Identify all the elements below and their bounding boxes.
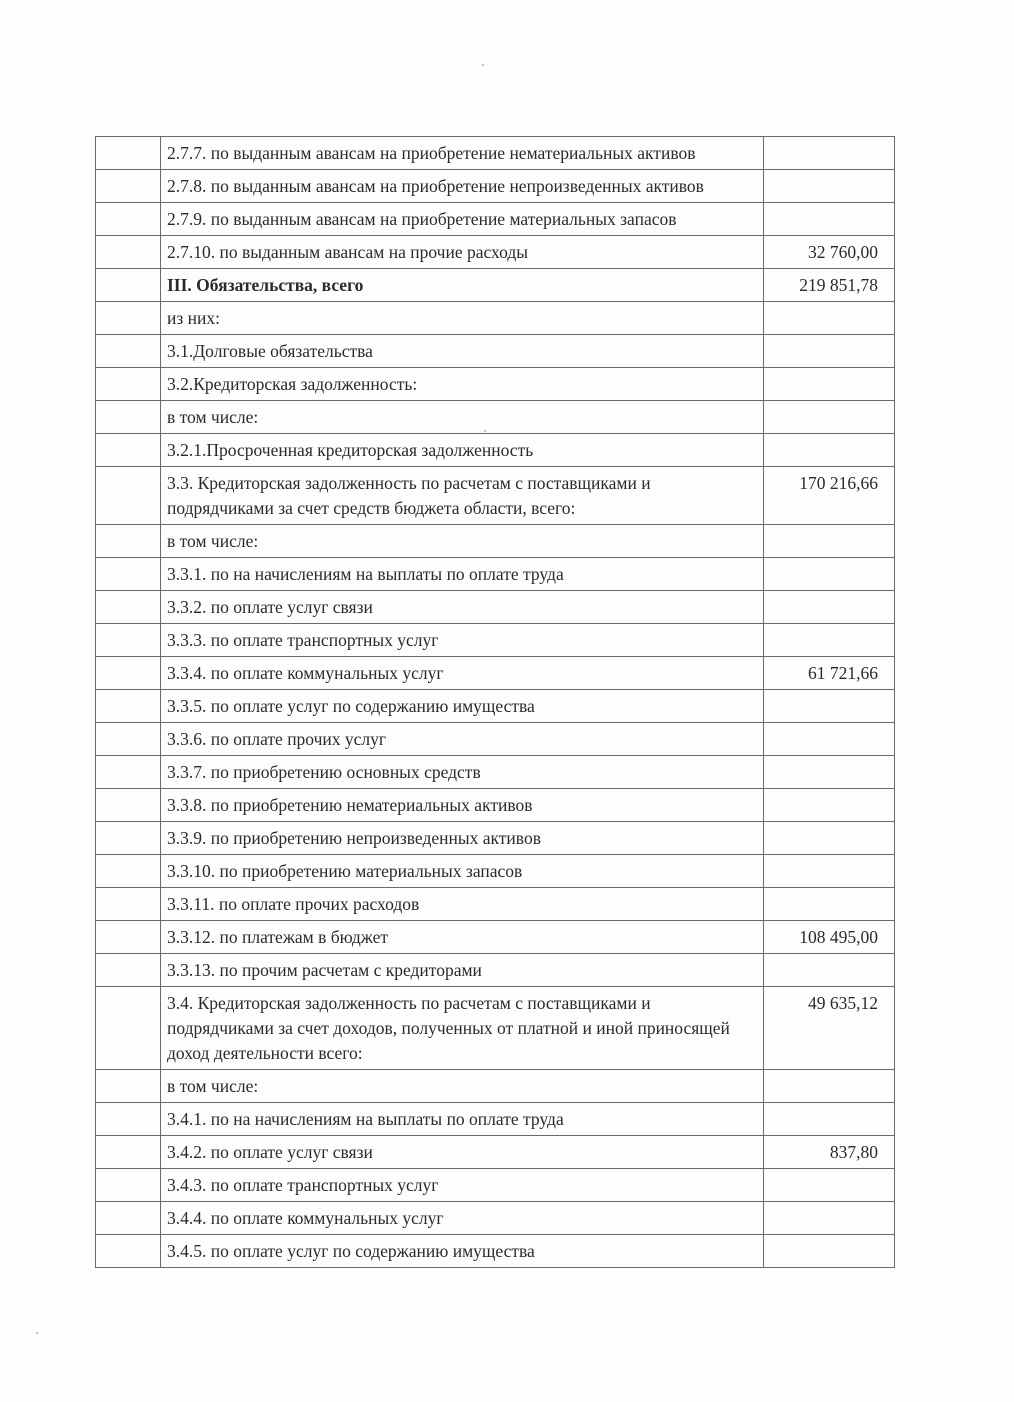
table-row [96,1202,895,1235]
row-description: 2.7.7. по выданным авансам на приобретение нематериальных активов [161,137,764,170]
row-amount [764,1103,895,1136]
row-amount [764,170,895,203]
row-description: 3.4.5. по оплате услуг по содержанию имущества [161,1235,764,1268]
row-amount [764,401,895,434]
table-row [96,921,895,954]
row-number-cell [96,368,161,401]
row-description: 3.3.5. по оплате услуг по содержанию имущества [161,690,764,723]
row-number-cell [96,170,161,203]
row-amount: 32 760,00 [764,236,895,269]
row-amount [764,137,895,170]
row-number-cell [96,558,161,591]
table-row [96,269,895,302]
table-row [96,401,895,434]
row-number-cell [96,987,161,1070]
row-number-cell [96,822,161,855]
row-amount [764,690,895,723]
row-number-cell [96,624,161,657]
row-number-cell [96,525,161,558]
row-description: 3.4. Кредиторская задолженность по расчетам с поставщиками и подрядчиками за счет доходов, полученных от платной и иной приносящей доход деятельности всего: [161,987,764,1070]
row-description: 3.2.Кредиторская задолженность: [161,368,764,401]
row-amount: 61 721,66 [764,657,895,690]
table-row [96,657,895,690]
row-amount [764,525,895,558]
table-row [96,987,895,1070]
row-number-cell [96,1103,161,1136]
table-row [96,591,895,624]
row-number-cell [96,1169,161,1202]
row-number-cell [96,888,161,921]
table-row [96,1103,895,1136]
row-number-cell [96,789,161,822]
row-number-cell [96,1070,161,1103]
table-row [96,723,895,756]
row-amount [764,1202,895,1235]
table-row [96,368,895,401]
row-description: в том числе: [161,1070,764,1103]
row-description: 3.3.8. по приобретению нематериальных активов [161,789,764,822]
row-description: 3.4.1. по на начислениям на выплаты по оплате труда [161,1103,764,1136]
row-amount: 170 216,66 [764,467,895,525]
row-number-cell [96,954,161,987]
row-description: 3.3.3. по оплате транспортных услуг [161,624,764,657]
table-row [96,434,895,467]
row-description: 3.3.7. по приобретению основных средств [161,756,764,789]
table-row [96,137,895,170]
table-row [96,1169,895,1202]
row-description: 3.3.13. по прочим расчетам с кредиторами [161,954,764,987]
row-number-cell [96,236,161,269]
row-description: 3.3.11. по оплате прочих расходов [161,888,764,921]
row-number-cell [96,657,161,690]
row-description: 3.3.1. по на начислениям на выплаты по оплате труда [161,558,764,591]
row-amount: 108 495,00 [764,921,895,954]
row-amount: 49 635,12 [764,987,895,1070]
row-number-cell [96,1235,161,1268]
table-row [96,756,895,789]
table-row [96,1136,895,1169]
table-row [96,690,895,723]
row-description: 3.3.4. по оплате коммунальных услуг [161,657,764,690]
table-row [96,236,895,269]
financial-statement-table [95,136,895,1268]
row-description: в том числе: [161,401,764,434]
row-number-cell [96,756,161,789]
row-amount [764,822,895,855]
table-row [96,302,895,335]
table-row [96,558,895,591]
scan-speck [482,64,484,66]
row-description: III. Обязательства, всего [161,269,764,302]
table-row [96,170,895,203]
table-row [96,1235,895,1268]
table-row [96,822,895,855]
row-number-cell [96,434,161,467]
row-amount [764,302,895,335]
row-amount [764,789,895,822]
table-row [96,203,895,236]
row-description: 2.7.8. по выданным авансам на приобретение непроизведенных активов [161,170,764,203]
table-row [96,1070,895,1103]
row-amount [764,368,895,401]
row-amount [764,1169,895,1202]
row-description: 3.3.12. по платежам в бюджет [161,921,764,954]
row-amount [764,434,895,467]
row-amount [764,1235,895,1268]
row-amount [764,756,895,789]
row-amount [764,1070,895,1103]
row-amount [764,624,895,657]
row-description: 2.7.9. по выданным авансам на приобретение материальных запасов [161,203,764,236]
row-amount: 837,80 [764,1136,895,1169]
row-amount [764,335,895,368]
row-amount: 219 851,78 [764,269,895,302]
row-description: 3.3. Кредиторская задолженность по расчетам с поставщиками и подрядчиками за счет средств бюджета области, всего: [161,467,764,525]
row-number-cell [96,1136,161,1169]
table-row [96,855,895,888]
row-number-cell [96,302,161,335]
table-row [96,525,895,558]
row-description: 3.1.Долговые обязательства [161,335,764,368]
table-row [96,467,895,525]
row-description: 3.4.2. по оплате услуг связи [161,1136,764,1169]
table-row [96,789,895,822]
row-amount [764,954,895,987]
row-number-cell [96,269,161,302]
scan-speck [36,1332,38,1334]
row-amount [764,558,895,591]
table-body [96,137,895,1268]
row-description: 3.3.2. по оплате услуг связи [161,591,764,624]
row-number-cell [96,855,161,888]
row-description: 3.3.6. по оплате прочих услуг [161,723,764,756]
row-description: в том числе: [161,525,764,558]
row-amount [764,855,895,888]
row-amount [764,723,895,756]
row-number-cell [96,591,161,624]
row-amount [764,203,895,236]
table-row [96,624,895,657]
row-description: 3.3.9. по приобретению непроизведенных активов [161,822,764,855]
row-number-cell [96,467,161,525]
row-number-cell [96,1202,161,1235]
row-description: 3.4.4. по оплате коммунальных услуг [161,1202,764,1235]
row-amount [764,591,895,624]
table-row [96,335,895,368]
row-number-cell [96,401,161,434]
row-description: 3.3.10. по приобретению материальных запасов [161,855,764,888]
row-number-cell [96,723,161,756]
row-number-cell [96,335,161,368]
row-description: 3.2.1.Просроченная кредиторская задолженность [161,434,764,467]
row-number-cell [96,921,161,954]
row-description: 3.4.3. по оплате транспортных услуг [161,1169,764,1202]
row-description: 2.7.10. по выданным авансам на прочие расходы [161,236,764,269]
table-row [96,888,895,921]
table-row [96,954,895,987]
row-number-cell [96,203,161,236]
row-number-cell [96,137,161,170]
row-description: из них: [161,302,764,335]
row-number-cell [96,690,161,723]
row-amount [764,888,895,921]
